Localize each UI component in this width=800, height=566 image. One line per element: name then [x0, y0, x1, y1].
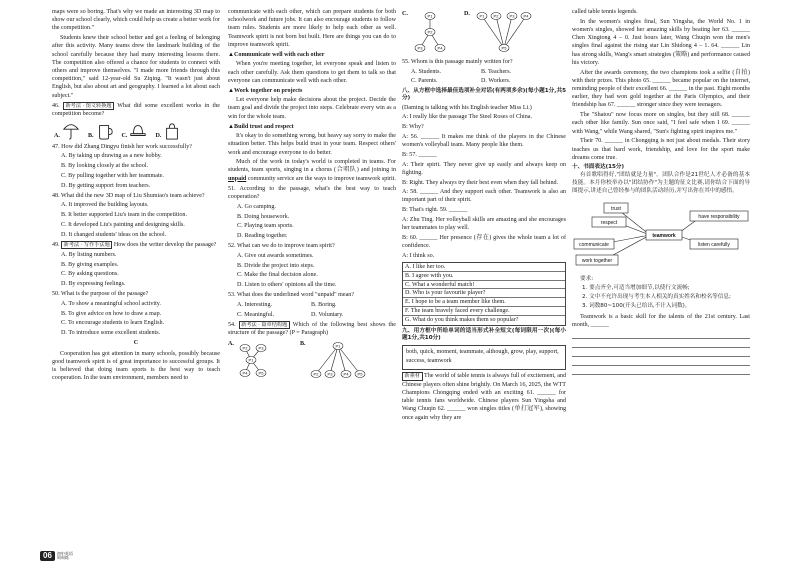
option-b[interactable]: B. — [88, 121, 114, 141]
dialogue-line[interactable]: B: 60. ______ Her presence (存在) gives the whole team a lot of confidence. — [402, 234, 566, 250]
cloze-paragraph: 新素材 The world of table tennis is always full of excitement, and Chinese players often shine brightly. On March 16, 2025, the WTT Champions Chongqing ended with an exciting 61. ______ for table tennis fans worldwide. Chinese players Sun Yingsha and Wang Chuqin 62. ______ won singles titles (单打冠军), showing once again why they are — [402, 373, 566, 421]
box-option: C. What a wonderful match! — [403, 281, 565, 290]
diagram-option-b[interactable]: B. P1 P2 P3 P4 P5 — [300, 340, 368, 382]
option[interactable]: C. Make the final decision alone. — [237, 272, 318, 279]
page-number-value: 06 — [40, 551, 55, 562]
svg-text:P5: P5 — [258, 370, 264, 376]
box-option: A. I like her too. — [403, 263, 565, 272]
svg-text:P1: P1 — [335, 343, 340, 349]
paragraph[interactable]: The "Shatou" now focus more on singles, but they still 68. ______ each other like family. Sun once said, "I feel safe when I 69. ______ with Wang," while Wang shared, "Sun's fighting spirit inspires me." — [572, 112, 750, 135]
option[interactable]: C. To encourage students to learn English. — [61, 320, 165, 327]
svg-text:P3: P3 — [327, 371, 332, 377]
dialogue-line[interactable]: A: 56. ______ It makes me think of the players in the Chinese women's volleyball team. Many people like them. — [402, 133, 566, 149]
option[interactable]: A. To show a meaningful school activity. — [61, 300, 161, 307]
requirement: 1. 要点齐全,可适当增加细节,以使行文流畅; — [582, 284, 690, 291]
paragraph: maps were so boring. That's why we made an interesting 3D map to show our school clearly, which could help us create a better work for the competition." — [52, 9, 220, 32]
option-d[interactable]: D. — [155, 121, 181, 141]
option[interactable]: A. It improved the building layouts. — [61, 202, 149, 209]
option[interactable]: D. It changed students' ideas on the school. — [61, 231, 167, 238]
question-52: 52. What can we do to improve team spirit? — [228, 243, 335, 250]
paragraph: Much of the work in today's world is completed in teams. For students, team sports, singing in a chorus (合唱队) and joining in unpaid community service are the ways to improve teamwork spirit. — [228, 159, 396, 182]
mind-map-node: communicate — [579, 241, 609, 248]
diagram-option-a[interactable]: A. P1 P2 P3 P4 P5 — [228, 340, 286, 382]
writing-line[interactable] — [572, 366, 750, 375]
subheading: ▲Communicate well with each other — [228, 52, 325, 59]
mind-map — [572, 200, 750, 270]
svg-text:P4: P4 — [242, 370, 248, 376]
structure-diagram-c — [410, 10, 450, 56]
box-option: E. I hope to be a team member like them. — [403, 298, 565, 307]
option[interactable]: C. By pulling together with her teammate. — [61, 172, 164, 179]
option[interactable]: D. By expressing feelings. — [61, 280, 126, 287]
svg-text:P2: P2 — [493, 13, 499, 19]
bag-icon — [163, 121, 181, 141]
brand-label: 初中英语 周周练 — [56, 550, 73, 560]
diagram-option-c[interactable]: C. P1 P2 P3 P4 — [402, 10, 450, 56]
option: A. Students. B. Teachers. — [411, 68, 512, 75]
column-3 — [402, 8, 566, 548]
svg-text:P3: P3 — [509, 13, 515, 19]
paragraph[interactable]: After the awards ceremony, the two champions took a selfie (自拍) with their prizes. This photo 65. ______ became popular on the internet, reminding people of their excellent 66. ______ in the past. Eight months earlier, they had won gold together at the Paris Olympics, and their friendship has 67. ______ stronger since they were teenagers. — [572, 69, 750, 109]
passage-c-title: C — [133, 340, 139, 347]
option[interactable]: A. By taking up drawing as a new hobby. — [61, 153, 162, 160]
paragraph: communicate with each other, which can prepare students for both schoolwork and future jobs. It can also encourage students to follow team rules. Students are more likely to help each other as well. Teamwork spirit is not born but built. Here are things you can do to improve teamwork spirit. — [228, 9, 396, 48]
dialogue-line: A: I really like the passage The Steel Roses of China. — [402, 114, 533, 121]
mind-map-node: have responsibility — [698, 213, 740, 220]
paragraph: Let everyone help make decisions about the project. Decide the team goal and divide the project into steps. Celebrate every win as a win for the whole team. — [228, 97, 396, 120]
dialogue-line: A: I think so. — [402, 252, 435, 259]
question-type-tag: 新考法 · 写作手法题 — [61, 241, 112, 250]
svg-text:P4: P4 — [437, 45, 443, 51]
structure-diagrams-cd — [402, 10, 566, 56]
mind-map-node: work together — [581, 257, 613, 264]
umbrella-icon — [62, 121, 80, 141]
writing-line[interactable] — [572, 348, 750, 357]
mind-map-node: listen carefully — [698, 241, 730, 248]
option[interactable]: D. Reading together. — [237, 232, 288, 239]
svg-text:P1: P1 — [427, 13, 433, 19]
subheading: ▲Build trust and respect — [228, 123, 294, 130]
option[interactable]: A. Go camping. — [237, 203, 276, 210]
question-49: 49. 新考法 · 写作手法题 How does the writer develop the passage? — [52, 241, 217, 248]
option[interactable]: C. By asking questions. — [61, 271, 119, 278]
writing-line[interactable] — [572, 357, 750, 366]
option-c[interactable]: C. — [122, 121, 148, 141]
svg-text:P3: P3 — [258, 345, 264, 351]
svg-text:P2: P2 — [313, 371, 318, 377]
question-53: 53. What does the underlined word "unpaid" mean? — [228, 292, 355, 299]
q46-image-options — [54, 121, 220, 141]
requirement: 3. 词数80~100(开头已给出,不计入词数)。 — [582, 302, 691, 309]
section-heading: 九、用方框中所给单词的适当形式补全短文(每词限用一次)(每小题1分,共10分) — [402, 327, 566, 342]
box-option: G. What do you think makes them so popular? — [405, 316, 519, 323]
structure-diagram-a — [236, 340, 286, 382]
box-option: D. Who is your favourite player? — [403, 289, 565, 298]
question-55: 55. Whom is this passage mainly written for? — [402, 59, 513, 65]
svg-text:P1: P1 — [248, 357, 254, 363]
option[interactable]: B. To give advice on how to draw a map. — [61, 310, 162, 317]
svg-text:P4: P4 — [343, 371, 348, 377]
dialogue-line[interactable]: A: 58. ______ And they support each other. Teamwork is also an important part of their spirit. — [402, 189, 566, 204]
svg-text:P2: P2 — [427, 29, 433, 35]
paragraph: Students knew their school better and got a feeling of belonging after this activity. Many teams drew the landmark building of the school carefully because they had many interesting lessons there. The competition also offered a chance for students to connect with others and improve themselves. "I made more friends through this competition," said 12-year-old Su Ziqing. "It wasn't just about English, but also about art and geography. I learned a lot about each subject." — [52, 35, 220, 99]
svg-text:P3: P3 — [417, 45, 423, 51]
paragraph[interactable]: In the women's singles final, Sun Yingsha, the World No. 1 in women's singles, showed her amazing skills by beating her 63. ______ Chen Xingtong 4 – 0. Just hours later, Wang Chuqin won the men's singles final against the rising star Lin Shidong 4 – 1. 64. ______ Lin has strong skills, Wang's smart strategies (策略) and performance caused his victory. — [572, 18, 750, 66]
dialogue-line: B: Right. They always try their best even when they fall behind. — [402, 179, 559, 186]
paragraph: Cooperation has got attention in many schools, possibly because good teamwork spirit is of great importance to successful groups. It is believed that doing team sports is the best way to teach cooperation. In the team environment, members need to — [52, 350, 220, 382]
mind-map-node: trust — [611, 205, 621, 212]
svg-text:P1: P1 — [479, 13, 485, 19]
option[interactable]: A. By listing numbers. — [61, 251, 117, 258]
writing-start[interactable]: Teamwork is a basic skill for the talents of the 21st century. Last month, ______ — [572, 313, 750, 328]
page-number — [40, 550, 73, 562]
svg-text:P5: P5 — [357, 371, 362, 377]
dialogue-line: A: Their spirit. They never give up easily and always keep on fighting. — [402, 161, 566, 176]
column-2 — [228, 8, 396, 548]
paragraph: When you're meeting together, let everyone speak and listen to each other carefully. Ask them questions to get them to talk so that everyone can communicate well with each other. — [228, 61, 396, 84]
structure-diagram-b — [308, 340, 368, 382]
structure-diagram-d — [472, 10, 536, 56]
option[interactable]: D. Listen to others' opinions all the time. — [237, 282, 337, 289]
paragraph: It's okay to do something wrong, but heavy say sorry to make the situation better. This helps build trust in your team. Respect others' work and encourage everyone to do better. — [228, 133, 396, 156]
dialogue-line[interactable]: B: 57. ______ — [402, 151, 437, 158]
option: A. Interesting. B. Boring. — [237, 302, 337, 308]
svg-text:P5: P5 — [501, 45, 507, 51]
writing-line[interactable] — [572, 339, 750, 348]
underlined-word: unpaid — [228, 175, 247, 182]
mind-map-node: respect — [600, 219, 618, 226]
option[interactable]: A. Give out awards sometimes. — [237, 252, 314, 259]
dialogue-line: B: Why? — [402, 124, 424, 131]
cup-icon — [96, 121, 114, 141]
question-46: 46. 新考法 · 图文转换题 What did some excellent works in the competition become? — [52, 102, 220, 118]
requirement: 2. 文中不允许出现与考生本人相关的真实姓名和校名等信息; — [582, 293, 731, 300]
question-50: 50. What is the purpose of the passage? — [52, 291, 149, 298]
structure-diagrams-ab — [228, 340, 396, 382]
question-47: 47. How did Zhang Dingyu finish her work successfully? — [52, 143, 192, 150]
option[interactable]: B. By giving examples. — [61, 261, 119, 268]
section-heading: 十、书面表达(15分) — [572, 163, 625, 170]
mind-map-center: teamwork — [652, 232, 676, 239]
question-51: 51. According to the passage, what's the best way to teach cooperation? — [228, 185, 396, 201]
subheading: ▲Work together on projects — [228, 87, 303, 94]
option[interactable]: D. To introduce some excellent students. — [61, 330, 161, 337]
dialogue-intro: (Daming is talking with his English teacher Miss Li.) — [402, 104, 532, 111]
section-heading: 八、从方框中选择最佳选项补全对话(有两项多余)(每小题1分,共5分) — [402, 87, 566, 102]
column-1 — [52, 8, 220, 548]
option[interactable]: B. Doing housework. — [237, 213, 290, 220]
writing-line[interactable] — [572, 330, 750, 339]
option[interactable]: D. By getting support from teachers. — [61, 182, 151, 189]
requirements-title: 要求: — [580, 275, 594, 282]
question-48: 48. What did the new 3D map of Liu Shumiao's team achieve? — [52, 192, 205, 199]
svg-text:P4: P4 — [523, 13, 529, 19]
option[interactable]: B. Divide the project into steps. — [237, 262, 315, 269]
question-type-tag: 新考法 · 图文转换题 — [63, 102, 114, 111]
options-box — [402, 262, 566, 326]
option: C. Parents. D. Workers. — [411, 78, 511, 85]
option[interactable]: C. Playing team sports. — [237, 223, 294, 230]
question-54: 54. 新考法 · 篇章结构题 Which of the following best shows the structure of the passage? (P = Paragraph) — [228, 321, 396, 337]
svg-text:P2: P2 — [242, 345, 248, 351]
hat-icon — [129, 121, 147, 141]
new-material-tag: 新素材 — [402, 372, 423, 381]
option[interactable]: B. By looking closely at the school. — [61, 163, 148, 170]
paragraph[interactable]: Their 70. ______ in Chongqing is not just about medals. Their story teaches us that hard work, friendship, and love for the sport make dreams come true. — [572, 138, 750, 161]
column-4 — [572, 8, 750, 548]
dialogue-line: A: Zhu Ting. Her volleyball skills are amazing and she encourages her teammates to play well. — [402, 216, 566, 232]
box-option: F. The team bravely faced every challenge. — [403, 307, 565, 316]
option[interactable]: C. It developed Liu's painting and designing skills. — [61, 221, 185, 228]
question-type-tag: 新考法 · 篇章结构题 — [239, 321, 290, 330]
option[interactable]: B. It better supported Liu's team in the competition. — [61, 212, 187, 219]
option-a[interactable]: A. — [54, 121, 80, 141]
writing-prompt: 有首歌唱得好,"团结就是力量"。团队合作是21世纪人才必备的基本技能。本月你校举办以"团结协作"为主题的征文比赛,请你结合下面的导图提示,讲述自己曾经参与的团队活动经历,并写出你在其中的感悟。 — [572, 172, 750, 194]
dialogue-line[interactable]: B: That's right. 59. ______ — [402, 207, 468, 214]
box-option: B. I agree with you. — [403, 272, 565, 281]
option: C. Meaningful. D. Voluntary. — [237, 311, 344, 318]
paragraph: called table tennis legends. — [572, 9, 638, 15]
diagram-option-d[interactable]: D. P1 P2 P3 P4 P5 — [464, 10, 536, 56]
word-box: both, quick, moment, teammate, although, grow, play, support, success, teamwork — [402, 345, 566, 371]
